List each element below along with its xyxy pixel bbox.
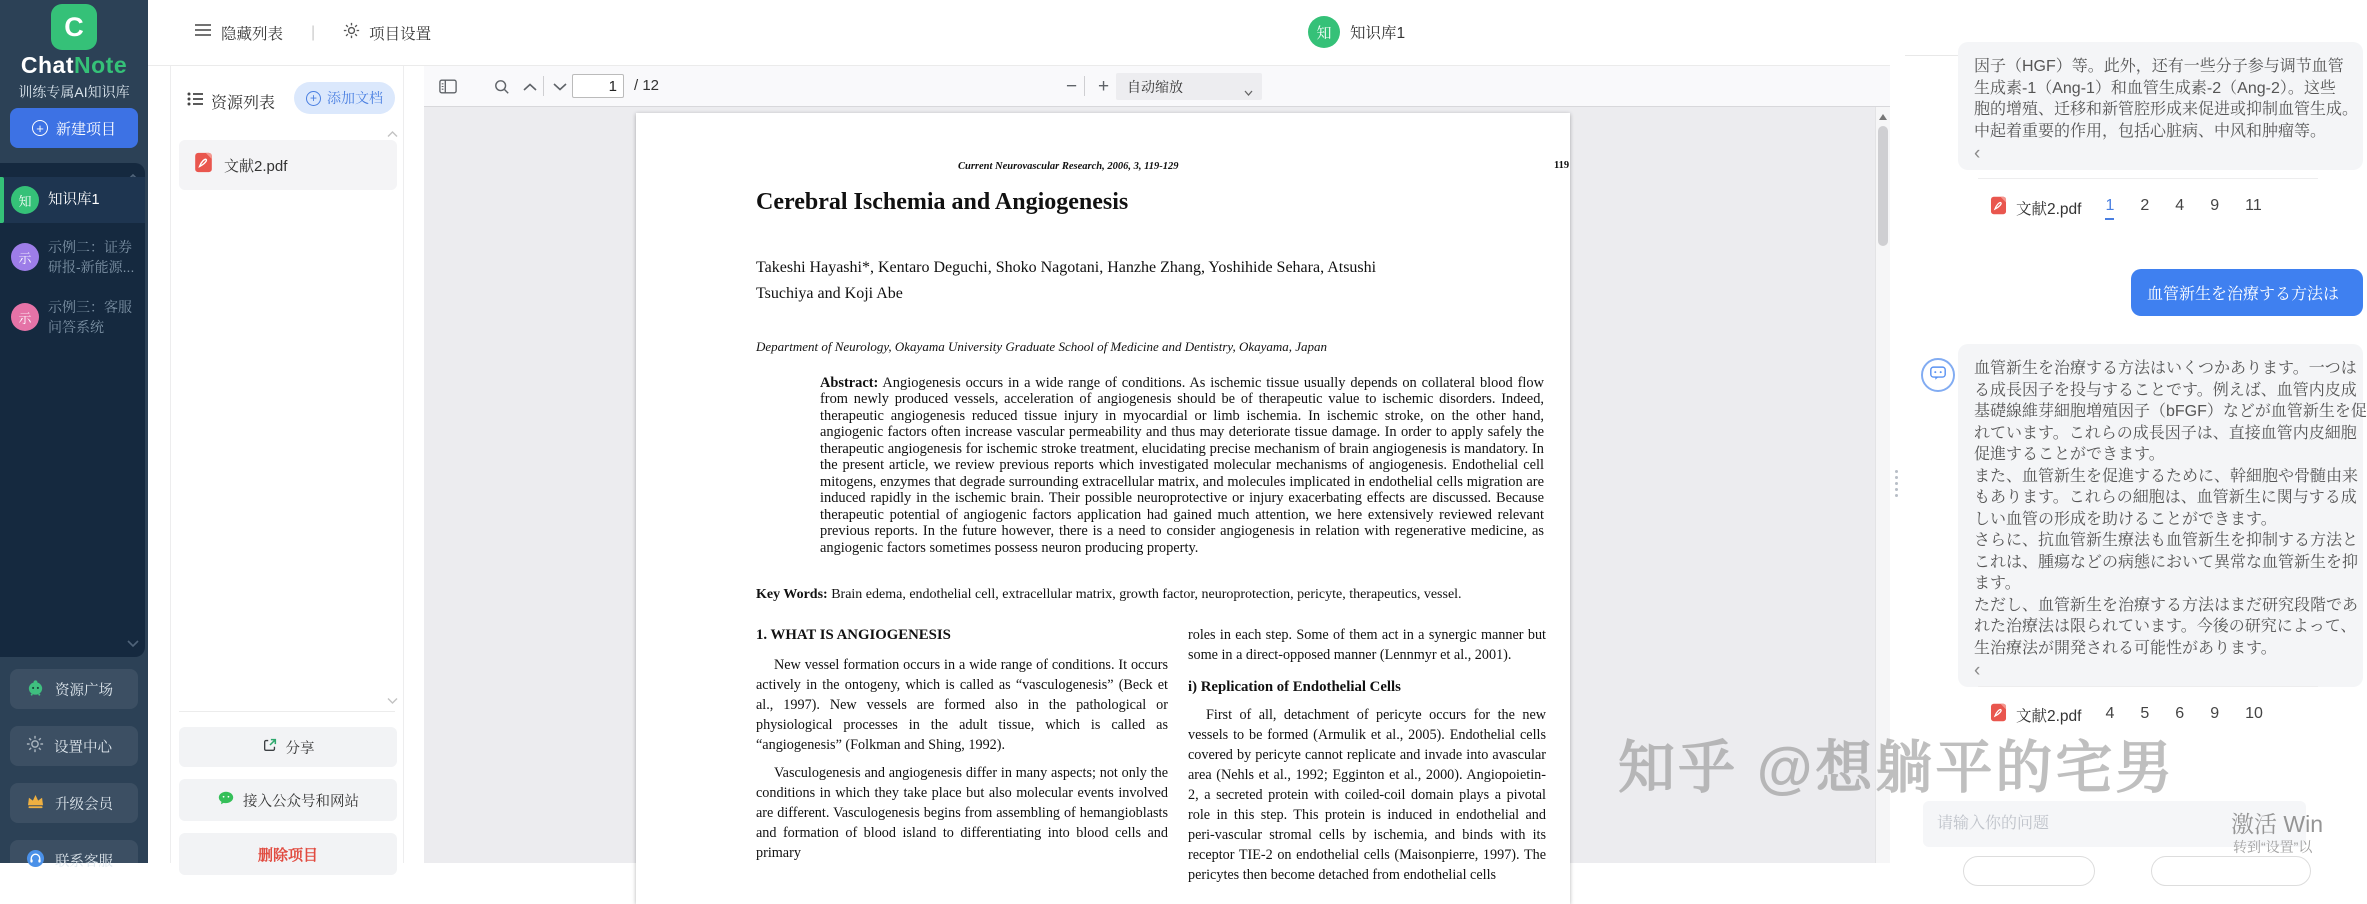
project-name: 示例二：证券 研报-新能源... — [48, 239, 135, 275]
paper-affiliation: Department of Neurology, Okayama University Graduate School of Medicine and Dentistry, Okayama, Japan — [756, 339, 1328, 354]
citation-page-link[interactable]: 1 — [2105, 197, 2114, 220]
plus-icon: + — [306, 91, 321, 106]
gear-icon — [343, 22, 360, 44]
drag-dots-icon — [1895, 470, 1898, 497]
zoom-mode-value: 自动缩放 — [1127, 78, 1183, 95]
menu-label: 联系客服 — [55, 853, 113, 870]
brand-name — [0, 52, 148, 79]
avatar: 知 — [11, 186, 39, 214]
collapse-icon[interactable]: ‹ — [1974, 143, 1981, 164]
page-number-input[interactable] — [572, 74, 624, 98]
toolbar-divider — [1084, 76, 1085, 96]
message-line: 因子（HGF）等。此外，还有一些分子参与调节血管 — [1974, 58, 2344, 75]
next-page-button[interactable] — [546, 73, 573, 100]
gear-icon — [26, 735, 44, 757]
message-line: 生成素-1（Ang-1）和血管生成素-2（Ang-2）。这些 — [1974, 79, 2336, 97]
zoom-mode-select[interactable] — [1116, 73, 1262, 100]
crown-icon — [26, 794, 45, 813]
message-line: もあります。これらの細胞は、血管新生に関与する成 — [1974, 489, 2357, 506]
message-lines — [1974, 56, 2359, 142]
knowledge-base-badge — [1308, 16, 1405, 48]
message-line: しい血管の形成を助けることができます。 — [1974, 510, 2277, 528]
share-button[interactable] — [179, 727, 397, 767]
citation-row — [1989, 190, 2262, 226]
sidebar — [0, 0, 148, 870]
message-line: れています。これらの成長因子は、直接血管内皮細胞 — [1974, 424, 2357, 442]
message-line: 中起着重要的作用，包括心脏病、中风和肿瘤等。 — [1974, 122, 2327, 140]
project-settings-label: 项目设置 — [369, 25, 432, 43]
pdf-page — [636, 113, 1570, 904]
brand-tagline: 训练专属AI知识库 — [18, 84, 130, 100]
hamburger-icon — [194, 23, 212, 42]
scrollbar-thumb[interactable] — [1878, 126, 1888, 246]
new-project-button[interactable] — [10, 108, 138, 148]
paper-keywords: Key Words: Brain edema, endothelial cell, extracellular matrix, growth factor, neuroprotection, pericyte, therapeutics, vessel. — [756, 587, 1462, 602]
paper-column-left — [756, 625, 1168, 863]
assistant-avatar — [1921, 358, 1955, 392]
assistant-message — [1958, 42, 2363, 170]
message-line: 生治療法が開発される可能性があります。 — [1974, 639, 2277, 657]
chat-panel — [1905, 55, 2367, 863]
zoom-in-button[interactable]: + — [1097, 75, 1110, 97]
pdf-file-icon — [1989, 703, 2008, 727]
scroll-down-icon[interactable] — [387, 691, 398, 709]
zoom-out-button[interactable]: − — [1065, 75, 1078, 97]
chat-bot-icon — [1929, 364, 1947, 387]
journal-citation: Current Neurovascular Research, 2006, 3, 119-129 — [958, 161, 1179, 172]
page-total-label: / 12 — [634, 77, 660, 94]
citation-file-name[interactable]: 文献2.pdf — [2016, 201, 2082, 218]
sidebar-item-upgrade-membership[interactable] — [10, 783, 138, 823]
sidebar-item-knowledge-base-1[interactable] — [0, 177, 145, 223]
message-line: 血管新生を治療する方法はいくつかあります。一つは — [1974, 360, 2357, 377]
sidebar-item-contact-support[interactable] — [10, 840, 138, 880]
citation-page-link[interactable]: 4 — [2105, 704, 2115, 722]
previous-page-button[interactable] — [516, 73, 543, 100]
citation-pages — [2105, 197, 2261, 220]
connect-label: 接入公众号和网站 — [243, 793, 359, 810]
section-heading: 1. WHAT IS ANGIOGENESIS — [756, 627, 951, 643]
scroll-up-icon[interactable] — [387, 124, 398, 142]
message-line: 促進することができます。 — [1974, 446, 2165, 463]
citation-row — [1989, 697, 2263, 733]
scroll-down-icon[interactable] — [127, 634, 139, 652]
market-icon — [26, 678, 45, 701]
assistant-message — [1958, 344, 2367, 687]
user-message: 血管新生を治療する方法は — [2131, 269, 2363, 316]
kb-name: 知识库1 — [1350, 25, 1406, 42]
citation-page-link[interactable]: 4 — [2175, 196, 2185, 214]
paragraph: Vasculogenesis and angiogenesis differ in many aspects; not only the conditions in which they take place but also molecular events involved are different. Vasculogenesis begins from assembling of hemangioblasts and formation of blood island to differentiating into blood cells and primary — [756, 765, 1168, 861]
message-line: ます。 — [1974, 575, 2021, 592]
sidebar-toggle-button[interactable] — [434, 73, 461, 100]
resource-panel — [170, 66, 404, 863]
collapse-icon[interactable]: ‹ — [1974, 660, 1981, 681]
file-row-pdf[interactable] — [179, 140, 397, 190]
paragraph: roles in each step. Some of them act in a synergic manner but some in a direct-opposed manner (Lennmyr et al., 2001). — [1188, 627, 1546, 663]
app-logo-icon: C — [51, 4, 97, 50]
brand-chat: Chat — [20, 52, 74, 78]
citation-page-link[interactable]: 9 — [2210, 196, 2220, 214]
topbar-divider: | — [311, 23, 316, 41]
suggestion-chip[interactable] — [1963, 856, 2095, 886]
paper-authors: Takeshi Hayashi*, Kentaro Deguchi, Shoko Nagotani, Hanzhe Zhang, Yoshihide Sehara, Atsushi Tsuchiya and Koji Abe — [756, 259, 1377, 302]
share-icon — [262, 737, 278, 757]
message-lines — [1974, 358, 2367, 659]
hide-list-label: 隐藏列表 — [221, 25, 284, 43]
windows-activation-watermark: 激活 Win — [2231, 811, 2323, 837]
message-line: また、血管新生を促進するために、幹細胞や骨髄由来 — [1974, 467, 2359, 485]
topbar-left-group — [194, 0, 431, 65]
file-name: 文献2.pdf — [224, 157, 288, 175]
add-document-label: 添加文档 — [327, 90, 383, 106]
suggestion-chip[interactable] — [2151, 856, 2311, 886]
resource-list-header — [187, 90, 275, 113]
brand-note: Note — [74, 52, 128, 78]
zhihu-watermark: 知乎 @想躺平的宅男 — [1618, 736, 2176, 800]
message-line: ただし、血管新生を治療する方法はまだ研究段階であ — [1974, 596, 2359, 614]
project-name: 示例三：客服 问答系统 — [48, 299, 132, 335]
pdf-file-icon — [193, 152, 214, 178]
delete-label: 删除项目 — [257, 846, 318, 864]
toolbar-divider — [543, 76, 544, 96]
pdf-file-icon — [1989, 196, 2008, 220]
citation-pages — [2105, 705, 2262, 726]
citation-page-link[interactable]: 5 — [2140, 704, 2150, 722]
project-settings-button[interactable] — [343, 22, 431, 44]
message-line: 基礎線維芽細胞増殖因子（bFGF）などが血管新生を促 — [1974, 403, 2367, 420]
new-project-label: 新建项目 — [55, 120, 116, 138]
paper-abstract: Abstract: Angiogenesis occurs in a wide range of conditions. As ischemic tissue usually depends on collateral blood flow from newly produced vessels, acceleration of angiogenesis should be of therapeutic value to ischemic disorders. Indeed, therapeutic angiogenesis reduced tissue injury in myocardial or limb ischemia. In ischemic stroke, on the other hand, angiogenic factors often increase vascular permeability and thus may deteriorate tissue damage. In order to apply safely the therapeutic angiogenesis for ischemic stroke treatment, elucidating precise mechanism of brain angiogenesis is mandatory. In the present article, we review previous reports which investigated molecular mechanisms of angiogenesis. Endothelial cell mitogens, enzymes that degrade surrounding extracellular matrix, and molecules implicated in endothelial cells migration are induced rapidly in the ischemic brain. Their possible neuroprotective or injury exacerbating effects are discussed. Because therapeutic potential of angiogenic factors application had gained much attention, we here extensively reviewed relevant previous reports. In the future however, there is a need to consider angiogenesis in relation with regenerative medicine, as angiogenic factors sometimes possess neuron producing property. — [820, 375, 1544, 556]
message-line: れた治療法は限られています。今後の研究によって、 — [1974, 618, 2357, 635]
avatar: 示 — [11, 303, 39, 331]
divider — [1978, 178, 2318, 179]
sidebar-item-example-2[interactable] — [0, 231, 145, 283]
avatar: 示 — [11, 243, 39, 271]
hide-list-button[interactable] — [194, 22, 283, 44]
paragraph: New vessel formation occurs in a wide range of conditions. It occurs actively in the ontogeny, which is called as “vasculogenesis” (Beck et al., 1997). New vessels are formed also in the pathological or physiological processes in the adult tissue, which is called as “angiogenesis” (Folkman and Shing, 1992). — [756, 657, 1168, 753]
headset-icon — [26, 849, 45, 872]
divider — [1978, 686, 2318, 687]
resource-list-title: 资源列表 — [211, 95, 276, 112]
project-list — [0, 163, 145, 657]
citation-page-link[interactable]: 11 — [2245, 196, 2262, 214]
share-label: 分享 — [285, 740, 315, 757]
plus-icon: + — [32, 120, 48, 136]
citation-file-name[interactable]: 文献2.pdf — [2016, 708, 2082, 725]
sidebar-item-settings-center[interactable] — [10, 726, 138, 766]
pdf-viewport — [424, 107, 1890, 883]
citation-page-link[interactable]: 6 — [2175, 704, 2185, 722]
add-document-button[interactable] — [294, 82, 395, 114]
message-line: さらに、抗血管新生療法も血管新生を抑制する方法と — [1974, 532, 2359, 549]
scroll-up-icon[interactable] — [1879, 114, 1887, 120]
citation-page-link[interactable]: 9 — [2210, 704, 2220, 722]
paragraph: First of all, detachment of pericyte occurs for the new vessels to be formed (Armulik et al., 2005). Endothelial cells covered by pericyte cannot replicate and invade into avascular area (Nehls et al., 1992; Egginton et al., 2000). Angiopoietin-2, a secreted protein with coiled-coil domain plays a pivotal role in this step. This protein is induced in endothelial and peri-vascular stromal cells by ischemia, and binds with its receptor TIE-2 on endothelial cells (Maisonpierre, 1997). The pericytes then become detached from endothelial cells — [1188, 707, 1546, 883]
wechat-icon — [217, 789, 235, 811]
pdf-viewer — [424, 66, 1890, 883]
divider — [179, 711, 395, 712]
menu-label: 升级会员 — [55, 796, 113, 813]
citation-page-link[interactable]: 2 — [2140, 196, 2150, 214]
page-number: 119 — [1554, 160, 1570, 171]
windows-activation-hint: 转到“设置”以 — [2233, 839, 2313, 855]
topbar — [148, 0, 1890, 66]
panel-resize-handle[interactable] — [1890, 66, 1905, 863]
pdf-scrollbar[interactable] — [1875, 107, 1890, 863]
message-line: る成長因子を投与することです。例えば、血管内皮成 — [1974, 381, 2357, 399]
message-line: 胞的增殖、迁移和新管腔形成来促进或抑制血管生成。 — [1974, 101, 2359, 118]
menu-label: 设置中心 — [54, 739, 112, 756]
search-button[interactable] — [488, 73, 515, 100]
paper-title: Cerebral Ischemia and Angiogenesis — [756, 189, 1129, 215]
project-name: 知识库1 — [48, 192, 100, 208]
pdf-toolbar — [424, 66, 1890, 107]
paper-column-right — [1188, 625, 1546, 885]
citation-page-link[interactable]: 10 — [2245, 704, 2263, 722]
list-icon — [187, 92, 203, 111]
sidebar-item-example-3[interactable] — [0, 291, 145, 343]
delete-project-button[interactable] — [179, 833, 397, 875]
message-line: これは、腫瘍などの病態において異常な血管新生を抑 — [1974, 553, 2359, 571]
active-indicator — [0, 177, 4, 223]
connect-wechat-button[interactable] — [179, 779, 397, 821]
sidebar-item-resource-market[interactable] — [10, 669, 138, 709]
chevron-down-icon — [1244, 83, 1253, 99]
menu-label: 资源广场 — [55, 682, 113, 699]
kb-avatar: 知 — [1308, 16, 1340, 48]
subsection-heading: i) Replication of Endothelial Cells — [1188, 679, 1401, 695]
